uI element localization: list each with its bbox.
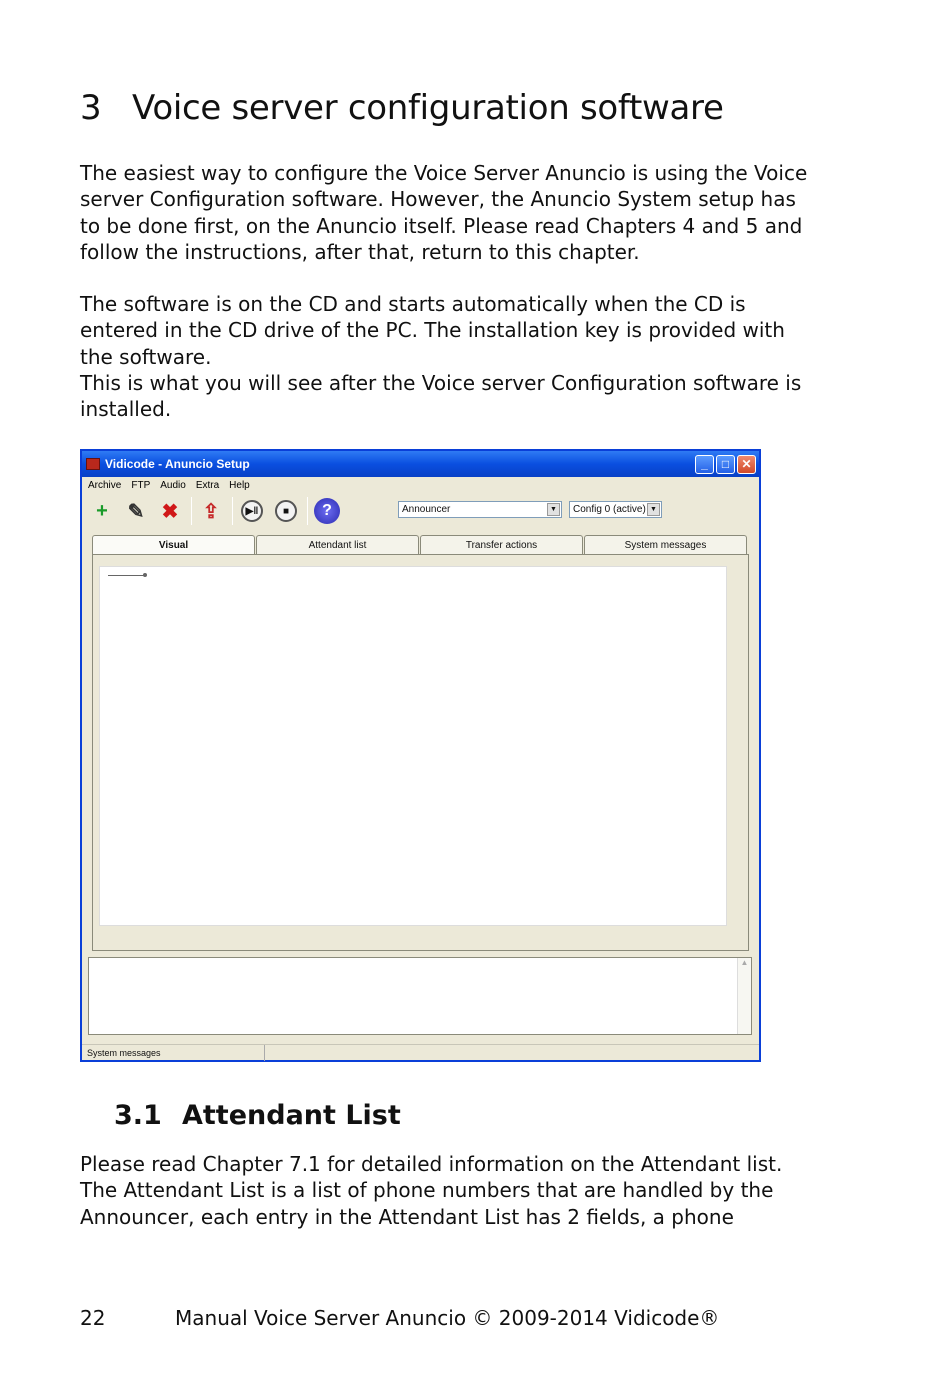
text-line: server Configuration software. However, the Anuncio System setup has <box>80 187 796 212</box>
delete-entry-icon[interactable]: ✖ <box>161 500 179 523</box>
status-bar <box>82 1044 759 1060</box>
chapter-title: Voice server configuration software <box>132 88 724 128</box>
intro-paragraph <box>80 160 840 265</box>
menu-bar <box>82 477 759 493</box>
text-line: This is what you will see after the Voice server Configuration software is <box>80 370 802 395</box>
page-number: 22 <box>80 1306 106 1330</box>
attendant-paragraph <box>80 1151 840 1230</box>
window-title: Vidicode - Anuncio Setup <box>105 457 250 471</box>
app-screenshot <box>80 449 761 1062</box>
tab-visual[interactable]: Visual <box>92 535 255 555</box>
menu-archive[interactable]: Archive <box>88 479 122 491</box>
tab-bar <box>92 535 748 555</box>
play-pause-icon: ▶‖ <box>241 500 263 522</box>
text-line: follow the instructions, after that, return to this chapter. <box>80 239 640 264</box>
flow-node[interactable] <box>143 573 147 577</box>
install-paragraph <box>80 291 840 422</box>
toolbar-separator <box>191 497 192 525</box>
play-pause-button[interactable] <box>237 496 267 526</box>
text-line: Please read Chapter 7.1 for detailed information on the Attendant list. <box>80 1152 783 1176</box>
chevron-down-icon[interactable]: ▼ <box>547 503 560 516</box>
visual-panel <box>92 554 749 951</box>
status-text: System messages <box>87 1045 265 1061</box>
help-icon: ? <box>314 498 340 524</box>
menu-help[interactable]: Help <box>229 479 250 491</box>
edit-entry-icon[interactable]: ✎ <box>127 500 145 523</box>
toolbar-separator <box>307 497 308 525</box>
text-line: The Attendant List is a list of phone numbers that are handled by the <box>80 1178 774 1203</box>
maximize-button[interactable]: □ <box>716 455 735 474</box>
menu-audio[interactable]: Audio <box>160 479 186 491</box>
close-button[interactable]: ✕ <box>737 455 756 474</box>
text-line: Announcer, each entry in the Attendant List has 2 fields, a phone <box>80 1204 734 1229</box>
flow-line <box>108 575 144 576</box>
chevron-down-icon[interactable]: ▼ <box>647 503 660 516</box>
message-log[interactable] <box>88 957 752 1035</box>
footer-text: Manual Voice Server Anuncio © 2009-2014 Vidicode® <box>175 1306 720 1330</box>
page-footer <box>80 1306 719 1330</box>
menu-extra[interactable]: Extra <box>195 479 220 491</box>
add-entry-icon[interactable]: + <box>96 499 108 522</box>
text-line: The software is on the CD and starts automatically when the CD is <box>80 292 746 316</box>
chapter-number: 3 <box>80 88 102 128</box>
mode-select-value: Announcer <box>402 504 451 515</box>
text-line: to be done first, on the Anuncio itself. Please read Chapters 4 and 5 and <box>80 213 803 238</box>
mode-select[interactable] <box>398 501 562 518</box>
text-line: the software. <box>80 344 212 369</box>
minimize-button[interactable]: _ <box>695 455 714 474</box>
config-select-value: Config 0 (active) <box>573 504 646 515</box>
tab-transfer-actions[interactable]: Transfer actions <box>420 535 583 555</box>
config-select[interactable] <box>569 501 662 518</box>
stop-icon: ■ <box>275 500 297 522</box>
app-icon <box>86 458 100 470</box>
section-heading <box>114 1100 401 1131</box>
toolbar <box>82 493 759 529</box>
stop-button[interactable] <box>271 496 301 526</box>
message-scrollbar[interactable]: ▲ <box>737 958 751 1034</box>
window-titlebar <box>82 451 759 477</box>
text-line: entered in the CD drive of the PC. The installation key is provided with <box>80 318 785 343</box>
visual-canvas[interactable] <box>99 566 727 926</box>
chapter-heading <box>80 88 724 128</box>
section-number: 3.1 <box>114 1100 162 1131</box>
tab-attendant-list[interactable]: Attendant list <box>256 535 419 555</box>
section-title: Attendant List <box>182 1100 401 1131</box>
toolbar-separator <box>232 497 233 525</box>
help-button[interactable] <box>312 496 342 526</box>
upload-icon[interactable]: ⇪ <box>202 500 220 523</box>
tab-system-messages[interactable]: System messages <box>584 535 747 555</box>
text-line: The easiest way to configure the Voice Server Anuncio is using the Voice <box>80 161 808 185</box>
text-line: installed. <box>80 397 172 422</box>
menu-ftp[interactable]: FTP <box>131 479 151 491</box>
